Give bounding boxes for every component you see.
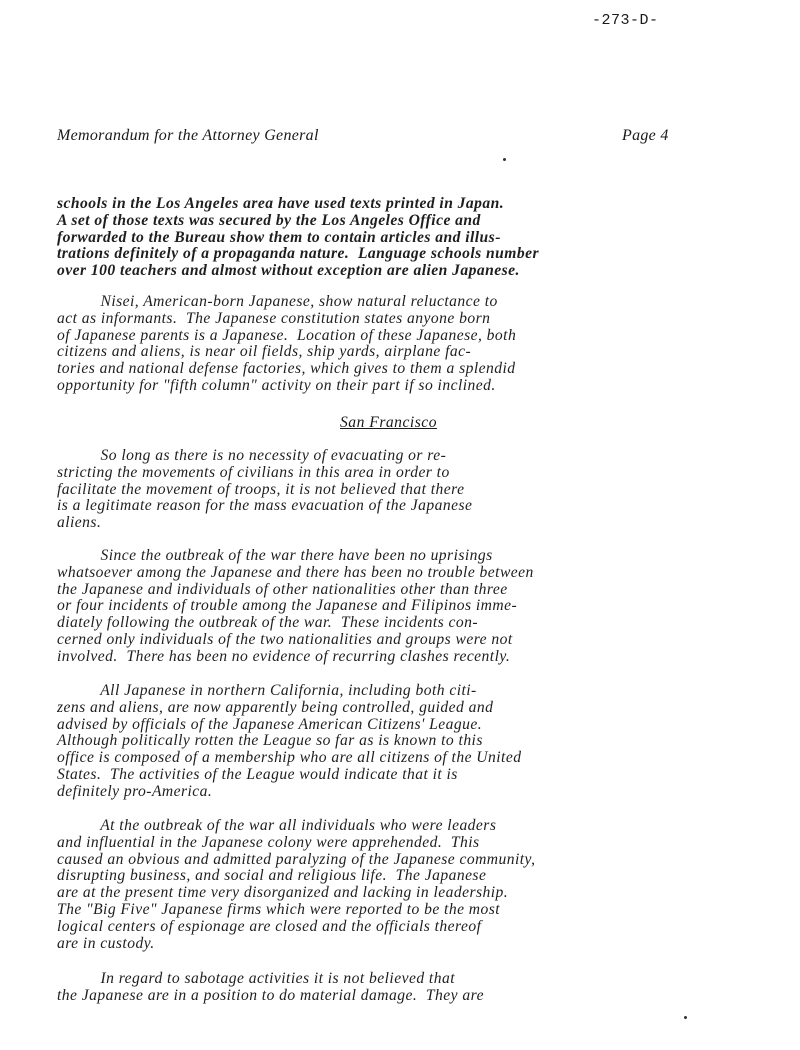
page-number: -273-D- <box>592 12 659 29</box>
text-line: forwarded to the Bureau show them to contain articles and illus- <box>57 228 501 246</box>
text-line: Nisei, American-born Japanese, show natural reluctance to <box>57 293 498 310</box>
paragraph-2 <box>57 294 757 395</box>
text-line: zens and aliens, are now apparently being controlled, guided and <box>57 698 494 716</box>
text-line: are in custody. <box>57 934 155 952</box>
text-line: are at the present time very disorganized and lacking in leadership. <box>57 884 509 902</box>
text-line: is a legitimate reason for the mass evacuation of the Japanese <box>57 497 473 515</box>
speck-mark <box>684 1016 687 1019</box>
text-line: stricting the movements of civilians in this area in order to <box>57 463 450 481</box>
text-line: So long as there is no necessity of evacuating or re- <box>57 447 447 464</box>
speck-mark <box>503 158 506 161</box>
text-line: tories and national defense factories, which gives to them a splendid <box>57 360 516 378</box>
text-line: trations definitely of a propaganda nature. Language schools number <box>57 245 540 263</box>
text-line: disrupting business, and social and religious life. The Japanese <box>57 867 487 885</box>
paragraph-1 <box>57 196 757 280</box>
paragraph-3 <box>57 448 757 532</box>
text-line: The "Big Five" Japanese firms which were reported to be the most <box>57 900 501 918</box>
text-line: over 100 teachers and almost without exception are alien Japanese. <box>57 262 520 280</box>
text-line: act as informants. The Japanese constitution states anyone born <box>57 309 491 327</box>
text-line: logical centers of espionage are closed and the officials thereof <box>57 917 482 935</box>
paragraph-7 <box>57 971 757 1005</box>
text-line: citizens and aliens, is near oil fields, ship yards, airplane fac- <box>57 343 472 361</box>
text-line: whatsoever among the Japanese and there has been no trouble between <box>57 563 534 581</box>
text-line: Since the outbreak of the war there have been no uprisings <box>57 547 493 564</box>
text-line: definitely pro-America. <box>57 782 213 800</box>
text-line: facilitate the movement of troops, it is not believed that there <box>57 480 465 498</box>
text-line: office is composed of a membership who are all citizens of the United <box>57 749 522 767</box>
text-line: All Japanese in northern California, including both citi- <box>57 682 477 699</box>
paragraph-6 <box>57 818 757 952</box>
text-line: advised by officials of the Japanese American Citizens' League. <box>57 715 483 733</box>
text-line: In regard to sabotage activities it is not believed that <box>57 970 455 987</box>
text-line: schools in the Los Angeles area have used texts printed in Japan. <box>57 195 505 212</box>
paragraph-4 <box>57 548 757 666</box>
paragraph-5 <box>57 683 757 801</box>
text-line: the Japanese and individuals of other nationalities other than three <box>57 580 508 598</box>
text-line: or four incidents of trouble among the Japanese and Filipinos imme- <box>57 597 518 615</box>
text-line: A set of those texts was secured by the Los Angeles Office and <box>57 211 481 229</box>
memo-header-title: Memorandum for the Attorney General <box>57 127 319 144</box>
text-line: the Japanese are in a position to do material damage. They are <box>57 986 484 1004</box>
section-heading: San Francisco <box>340 414 438 431</box>
text-line: Although politically rotten the League so far as is known to this <box>57 732 483 750</box>
text-line: opportunity for "fifth column" activity on their part if so inclined. <box>57 376 496 394</box>
memo-header-page: Page 4 <box>622 127 669 144</box>
text-line: involved. There has been no evidence of recurring clashes recently. <box>57 647 511 665</box>
text-line: At the outbreak of the war all individuals who were leaders <box>57 817 497 834</box>
text-line: and influential in the Japanese colony were apprehended. This <box>57 833 480 851</box>
text-line: aliens. <box>57 514 102 532</box>
text-line: States. The activities of the League would indicate that it is <box>57 765 458 783</box>
text-line: diately following the outbreak of the war. These incidents con- <box>57 614 479 632</box>
text-line: cerned only individuals of the two nationalities and groups were not <box>57 630 513 648</box>
text-line: of Japanese parents is a Japanese. Location of these Japanese, both <box>57 326 517 344</box>
text-line: caused an obvious and admitted paralyzing of the Japanese community, <box>57 850 536 868</box>
